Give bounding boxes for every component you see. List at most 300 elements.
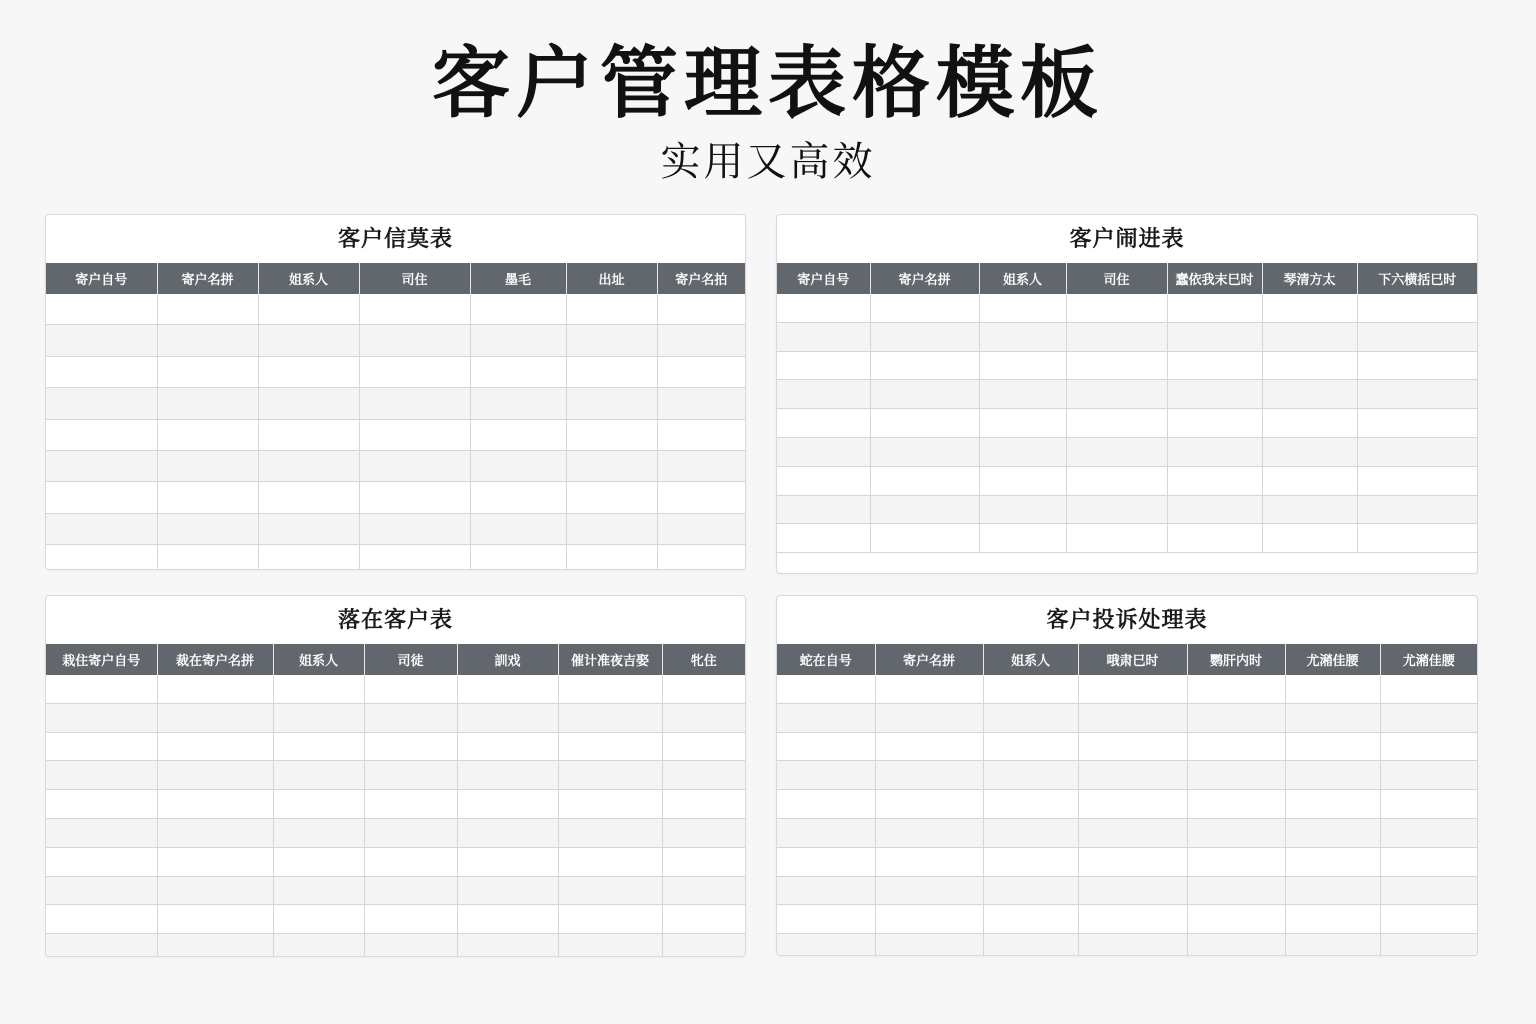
table-cell[interactable] bbox=[662, 675, 745, 703]
table-cell[interactable] bbox=[662, 761, 745, 790]
table-cell[interactable] bbox=[1078, 905, 1187, 934]
table-cell[interactable] bbox=[983, 818, 1078, 847]
table-cell[interactable] bbox=[1380, 876, 1477, 905]
table-cell[interactable] bbox=[1285, 876, 1380, 905]
table-cell[interactable] bbox=[1187, 675, 1285, 703]
table-row bbox=[46, 545, 745, 570]
table-cell[interactable] bbox=[1262, 409, 1357, 438]
table-cell[interactable] bbox=[777, 380, 870, 409]
table-cell[interactable] bbox=[457, 675, 558, 703]
table-cell[interactable] bbox=[979, 437, 1066, 466]
table-cell[interactable] bbox=[870, 495, 979, 524]
table-cell[interactable] bbox=[157, 450, 258, 481]
table-row bbox=[777, 351, 1477, 380]
table-cell[interactable] bbox=[983, 905, 1078, 934]
table-cell[interactable] bbox=[1357, 437, 1477, 466]
table-cell[interactable] bbox=[157, 513, 258, 544]
table-cell[interactable] bbox=[1262, 495, 1357, 524]
table-cell[interactable] bbox=[662, 818, 745, 847]
table-cell[interactable] bbox=[273, 876, 364, 905]
table-cell[interactable] bbox=[566, 356, 657, 387]
table-cell[interactable] bbox=[1285, 732, 1380, 761]
table-cell[interactable] bbox=[1380, 761, 1477, 790]
table-cell[interactable] bbox=[1187, 732, 1285, 761]
table-cell[interactable] bbox=[46, 388, 157, 419]
table-cell[interactable] bbox=[777, 703, 875, 732]
table-cell[interactable] bbox=[875, 905, 983, 934]
table-cell[interactable] bbox=[359, 482, 470, 513]
table-cell[interactable] bbox=[258, 356, 359, 387]
table-cell[interactable] bbox=[359, 450, 470, 481]
table-cell[interactable] bbox=[777, 847, 875, 876]
table-cell[interactable] bbox=[157, 388, 258, 419]
column-header: 姐系人 bbox=[258, 263, 359, 294]
table-cell[interactable] bbox=[870, 294, 979, 322]
table-cell[interactable] bbox=[558, 761, 662, 790]
table-cell[interactable] bbox=[46, 818, 157, 847]
table-cell[interactable] bbox=[157, 545, 258, 570]
table-cell[interactable] bbox=[979, 409, 1066, 438]
table-cell[interactable] bbox=[364, 761, 457, 790]
table-cell[interactable] bbox=[979, 294, 1066, 322]
table-cell[interactable] bbox=[657, 294, 745, 325]
table-cell[interactable] bbox=[979, 524, 1066, 553]
table-cell[interactable] bbox=[870, 524, 979, 553]
table-cell[interactable] bbox=[157, 818, 273, 847]
table-cell[interactable] bbox=[1357, 294, 1477, 322]
column-header: 尤潲佳腰 bbox=[1285, 644, 1380, 675]
column-header: 司住 bbox=[359, 263, 470, 294]
table-cell[interactable] bbox=[157, 905, 273, 934]
table-cell[interactable] bbox=[1262, 294, 1357, 322]
table-cell[interactable] bbox=[1380, 934, 1477, 956]
table-cell[interactable] bbox=[777, 524, 870, 553]
table-cell[interactable] bbox=[983, 703, 1078, 732]
table-cell[interactable] bbox=[558, 934, 662, 957]
table-cell[interactable] bbox=[1285, 761, 1380, 790]
table-cell[interactable] bbox=[870, 409, 979, 438]
table-cell[interactable] bbox=[1285, 905, 1380, 934]
table-cell[interactable] bbox=[777, 322, 870, 351]
table-cell[interactable] bbox=[870, 322, 979, 351]
table-cell[interactable] bbox=[46, 482, 157, 513]
table-cell[interactable] bbox=[273, 703, 364, 732]
table-cell[interactable] bbox=[566, 513, 657, 544]
table-cell[interactable] bbox=[46, 876, 157, 905]
table-cell[interactable] bbox=[777, 818, 875, 847]
table-header-row bbox=[46, 644, 745, 675]
table-cell[interactable] bbox=[364, 934, 457, 957]
table-cell[interactable] bbox=[558, 876, 662, 905]
table-cell[interactable] bbox=[470, 325, 566, 356]
table-cell[interactable] bbox=[258, 545, 359, 570]
table-cell[interactable] bbox=[1357, 409, 1477, 438]
table-cell[interactable] bbox=[566, 545, 657, 570]
table-cell[interactable] bbox=[364, 790, 457, 819]
table-cell[interactable] bbox=[457, 934, 558, 957]
table-cell[interactable] bbox=[875, 818, 983, 847]
table-cell[interactable] bbox=[1380, 732, 1477, 761]
table-cell[interactable] bbox=[1357, 495, 1477, 524]
table-cell[interactable] bbox=[46, 513, 157, 544]
table-cell[interactable] bbox=[558, 675, 662, 703]
table-cell[interactable] bbox=[1380, 818, 1477, 847]
table-cell[interactable] bbox=[1167, 409, 1262, 438]
table-cell[interactable] bbox=[1167, 437, 1262, 466]
table-cell[interactable] bbox=[1167, 380, 1262, 409]
table-cell[interactable] bbox=[566, 419, 657, 450]
table-cell[interactable] bbox=[1066, 322, 1167, 351]
table-cell[interactable] bbox=[1167, 351, 1262, 380]
table-cell[interactable] bbox=[558, 818, 662, 847]
customer-complaint-table-card bbox=[776, 595, 1478, 956]
table-cell[interactable] bbox=[1066, 409, 1167, 438]
table-cell[interactable] bbox=[1262, 380, 1357, 409]
table-cell[interactable] bbox=[46, 905, 157, 934]
table-cell[interactable] bbox=[364, 905, 457, 934]
table-cell[interactable] bbox=[1078, 818, 1187, 847]
table-cell[interactable] bbox=[1078, 847, 1187, 876]
table-cell[interactable] bbox=[1285, 675, 1380, 703]
table-cell[interactable] bbox=[470, 356, 566, 387]
table-cell[interactable] bbox=[364, 732, 457, 761]
table-cell[interactable] bbox=[1285, 703, 1380, 732]
table-cell[interactable] bbox=[457, 703, 558, 732]
table-cell[interactable] bbox=[1078, 703, 1187, 732]
table-cell[interactable] bbox=[364, 703, 457, 732]
table-cell[interactable] bbox=[777, 351, 870, 380]
table-cell[interactable] bbox=[777, 294, 870, 322]
table-cell[interactable] bbox=[1187, 934, 1285, 956]
table-row bbox=[46, 675, 745, 703]
table-cell[interactable] bbox=[875, 876, 983, 905]
table-cell[interactable] bbox=[470, 450, 566, 481]
table-header-row bbox=[777, 263, 1477, 294]
table-cell[interactable] bbox=[875, 934, 983, 956]
column-header: 出址 bbox=[566, 263, 657, 294]
table-cell[interactable] bbox=[470, 388, 566, 419]
column-header: 墨毛 bbox=[470, 263, 566, 294]
table-cell[interactable] bbox=[1187, 905, 1285, 934]
table-cell[interactable] bbox=[364, 847, 457, 876]
table-cell[interactable] bbox=[1357, 524, 1477, 553]
table-cell[interactable] bbox=[1285, 790, 1380, 819]
table-cell[interactable] bbox=[457, 790, 558, 819]
table-row bbox=[46, 356, 745, 387]
column-header: 寄户自号 bbox=[777, 263, 870, 294]
table-cell[interactable] bbox=[558, 732, 662, 761]
table-cell[interactable] bbox=[46, 790, 157, 819]
table-cell[interactable] bbox=[46, 703, 157, 732]
column-header: 寄户自号 bbox=[46, 263, 157, 294]
table-cell[interactable] bbox=[1285, 847, 1380, 876]
table-cell[interactable] bbox=[273, 818, 364, 847]
table-cell[interactable] bbox=[657, 545, 745, 570]
table-cell[interactable] bbox=[258, 294, 359, 325]
table-cell[interactable] bbox=[258, 325, 359, 356]
table-cell[interactable] bbox=[1066, 294, 1167, 322]
table-cell[interactable] bbox=[157, 325, 258, 356]
table-cell[interactable] bbox=[662, 905, 745, 934]
table-cell[interactable] bbox=[566, 325, 657, 356]
table-cell[interactable] bbox=[1078, 675, 1187, 703]
table-cell[interactable] bbox=[1380, 847, 1477, 876]
table-cell[interactable] bbox=[470, 545, 566, 570]
table-cell[interactable] bbox=[979, 322, 1066, 351]
table-cell[interactable] bbox=[359, 545, 470, 570]
table-cell[interactable] bbox=[359, 325, 470, 356]
table-cell[interactable] bbox=[359, 356, 470, 387]
table-cell[interactable] bbox=[273, 934, 364, 957]
table-cell[interactable] bbox=[1380, 703, 1477, 732]
table-row bbox=[46, 388, 745, 419]
table-cell[interactable] bbox=[157, 703, 273, 732]
table-cell[interactable] bbox=[157, 294, 258, 325]
table-cell[interactable] bbox=[657, 482, 745, 513]
table-cell[interactable] bbox=[157, 790, 273, 819]
table-row bbox=[46, 905, 745, 934]
table-cell[interactable] bbox=[157, 876, 273, 905]
table-cell[interactable] bbox=[470, 419, 566, 450]
table-row bbox=[777, 818, 1477, 847]
table-cell[interactable] bbox=[364, 818, 457, 847]
table-cell[interactable] bbox=[979, 380, 1066, 409]
table-cell[interactable] bbox=[777, 732, 875, 761]
table-cell[interactable] bbox=[1167, 322, 1262, 351]
table-cell[interactable] bbox=[157, 761, 273, 790]
table-cell[interactable] bbox=[1357, 322, 1477, 351]
table-cell[interactable] bbox=[157, 675, 273, 703]
table-cell[interactable] bbox=[1078, 934, 1187, 956]
table-cell[interactable] bbox=[558, 790, 662, 819]
table-cell[interactable] bbox=[1380, 675, 1477, 703]
table-cell[interactable] bbox=[157, 732, 273, 761]
table-cell[interactable] bbox=[258, 450, 359, 481]
table-cell[interactable] bbox=[777, 409, 870, 438]
table-cell[interactable] bbox=[1262, 322, 1357, 351]
table-cell[interactable] bbox=[875, 732, 983, 761]
table-cell[interactable] bbox=[273, 675, 364, 703]
table-row bbox=[777, 790, 1477, 819]
table-cell[interactable] bbox=[359, 388, 470, 419]
table-title: 客户信莫表 bbox=[337, 227, 453, 252]
table-cell[interactable] bbox=[1187, 876, 1285, 905]
table-cell[interactable] bbox=[1066, 466, 1167, 495]
table-cell[interactable] bbox=[870, 380, 979, 409]
table-cell[interactable] bbox=[258, 513, 359, 544]
table-cell[interactable] bbox=[1078, 761, 1187, 790]
table-cell[interactable] bbox=[46, 732, 157, 761]
table-cell[interactable] bbox=[457, 905, 558, 934]
column-header: 琴清方太 bbox=[1262, 263, 1357, 294]
table-row bbox=[777, 675, 1477, 703]
table-cell[interactable] bbox=[777, 876, 875, 905]
table-cell[interactable] bbox=[1078, 790, 1187, 819]
table-cell[interactable] bbox=[662, 732, 745, 761]
table-cell[interactable] bbox=[273, 732, 364, 761]
table-cell[interactable] bbox=[157, 934, 273, 957]
table-cell[interactable] bbox=[558, 905, 662, 934]
table-cell[interactable] bbox=[983, 732, 1078, 761]
table-cell[interactable] bbox=[1285, 934, 1380, 956]
table-cell[interactable] bbox=[1078, 732, 1187, 761]
table-cell[interactable] bbox=[1167, 294, 1262, 322]
table-cell[interactable] bbox=[1167, 466, 1262, 495]
table-cell[interactable] bbox=[662, 703, 745, 732]
column-header: 牝住 bbox=[662, 644, 745, 675]
table-cell[interactable] bbox=[1380, 905, 1477, 934]
table-cell[interactable] bbox=[979, 495, 1066, 524]
table-cell[interactable] bbox=[566, 482, 657, 513]
table-cell[interactable] bbox=[457, 818, 558, 847]
table-cell[interactable] bbox=[870, 437, 979, 466]
table-row bbox=[46, 818, 745, 847]
table-cell[interactable] bbox=[46, 356, 157, 387]
table-cell[interactable] bbox=[1262, 524, 1357, 553]
table-cell[interactable] bbox=[258, 388, 359, 419]
table-cell[interactable] bbox=[657, 513, 745, 544]
table-cell[interactable] bbox=[157, 482, 258, 513]
table-cell[interactable] bbox=[875, 847, 983, 876]
table-header-row bbox=[46, 263, 745, 294]
table-cell[interactable] bbox=[1262, 351, 1357, 380]
table-cell[interactable] bbox=[157, 419, 258, 450]
table-cell[interactable] bbox=[273, 790, 364, 819]
table-row bbox=[777, 524, 1477, 553]
table-cell[interactable] bbox=[777, 495, 870, 524]
table-cell[interactable] bbox=[777, 675, 875, 703]
page-title: 客户管理表格模板 bbox=[431, 39, 1104, 129]
table-cell[interactable] bbox=[662, 790, 745, 819]
table-cell[interactable] bbox=[1187, 761, 1285, 790]
table-cell[interactable] bbox=[777, 790, 875, 819]
table-cell[interactable] bbox=[875, 761, 983, 790]
table-cell[interactable] bbox=[359, 294, 470, 325]
table-cell[interactable] bbox=[457, 761, 558, 790]
table-cell[interactable] bbox=[1357, 380, 1477, 409]
table-cell[interactable] bbox=[359, 513, 470, 544]
table-row bbox=[777, 876, 1477, 905]
table-cell[interactable] bbox=[1285, 818, 1380, 847]
table-cell[interactable] bbox=[657, 325, 745, 356]
table-cell[interactable] bbox=[1078, 876, 1187, 905]
table-cell[interactable] bbox=[46, 450, 157, 481]
table-cell[interactable] bbox=[777, 437, 870, 466]
table-cell[interactable] bbox=[558, 703, 662, 732]
table-cell[interactable] bbox=[1187, 818, 1285, 847]
table-cell[interactable] bbox=[258, 482, 359, 513]
table-row bbox=[46, 419, 745, 450]
table-cell[interactable] bbox=[657, 450, 745, 481]
table-row bbox=[46, 732, 745, 761]
table-cell[interactable] bbox=[46, 294, 157, 325]
table-cell[interactable] bbox=[1066, 437, 1167, 466]
table-cell[interactable] bbox=[1066, 524, 1167, 553]
table-cell[interactable] bbox=[566, 450, 657, 481]
table-cell[interactable] bbox=[662, 934, 745, 957]
table-cell[interactable] bbox=[662, 847, 745, 876]
table-cell[interactable] bbox=[777, 761, 875, 790]
table-cell[interactable] bbox=[1167, 524, 1262, 553]
table-cell[interactable] bbox=[662, 876, 745, 905]
table-row bbox=[777, 466, 1477, 495]
table-cell[interactable] bbox=[1187, 847, 1285, 876]
table-cell[interactable] bbox=[875, 703, 983, 732]
table-cell[interactable] bbox=[157, 847, 273, 876]
table-cell[interactable] bbox=[273, 905, 364, 934]
table-cell[interactable] bbox=[979, 466, 1066, 495]
table-cell[interactable] bbox=[558, 847, 662, 876]
table-cell[interactable] bbox=[46, 419, 157, 450]
table-cell[interactable] bbox=[1187, 703, 1285, 732]
table-row bbox=[777, 905, 1477, 934]
table-cell[interactable] bbox=[258, 419, 359, 450]
table-cell[interactable] bbox=[46, 325, 157, 356]
table-cell[interactable] bbox=[657, 356, 745, 387]
table-cell[interactable] bbox=[1066, 380, 1167, 409]
table-cell[interactable] bbox=[1187, 790, 1285, 819]
table-cell[interactable] bbox=[870, 466, 979, 495]
table-cell[interactable] bbox=[1167, 495, 1262, 524]
table-cell[interactable] bbox=[983, 761, 1078, 790]
table-cell[interactable] bbox=[657, 419, 745, 450]
table-cell[interactable] bbox=[457, 732, 558, 761]
table-cell[interactable] bbox=[983, 790, 1078, 819]
table-cell[interactable] bbox=[470, 513, 566, 544]
table-cell[interactable] bbox=[46, 847, 157, 876]
table-cell[interactable] bbox=[777, 466, 870, 495]
table-cell[interactable] bbox=[983, 847, 1078, 876]
table-cell[interactable] bbox=[46, 934, 157, 957]
table-cell[interactable] bbox=[1262, 437, 1357, 466]
table-cell[interactable] bbox=[1380, 790, 1477, 819]
column-header: 寄户名拼 bbox=[157, 263, 258, 294]
table-cell[interactable] bbox=[46, 545, 157, 570]
table-cell[interactable] bbox=[777, 905, 875, 934]
table-cell[interactable] bbox=[46, 675, 157, 703]
table-cell[interactable] bbox=[1262, 466, 1357, 495]
table-cell[interactable] bbox=[875, 675, 983, 703]
table-cell[interactable] bbox=[364, 675, 457, 703]
table-cell[interactable] bbox=[470, 294, 566, 325]
table-cell[interactable] bbox=[46, 761, 157, 790]
table-cell[interactable] bbox=[983, 675, 1078, 703]
table-cell[interactable] bbox=[1066, 351, 1167, 380]
table-cell[interactable] bbox=[979, 351, 1066, 380]
table-cell[interactable] bbox=[457, 876, 558, 905]
table-cell[interactable] bbox=[983, 876, 1078, 905]
table-cell[interactable] bbox=[983, 934, 1078, 956]
table-cell[interactable] bbox=[870, 351, 979, 380]
table-cell[interactable] bbox=[566, 388, 657, 419]
table-cell[interactable] bbox=[1357, 466, 1477, 495]
table-cell[interactable] bbox=[470, 482, 566, 513]
potential-customer-table-card bbox=[45, 595, 746, 957]
table-cell[interactable] bbox=[777, 934, 875, 956]
table-cell[interactable] bbox=[273, 761, 364, 790]
table-cell[interactable] bbox=[273, 847, 364, 876]
table-cell[interactable] bbox=[157, 356, 258, 387]
table-cell[interactable] bbox=[566, 294, 657, 325]
table-cell[interactable] bbox=[359, 419, 470, 450]
table-cell[interactable] bbox=[875, 790, 983, 819]
table-cell[interactable] bbox=[1357, 351, 1477, 380]
table-cell[interactable] bbox=[457, 847, 558, 876]
table-cell[interactable] bbox=[657, 388, 745, 419]
table-cell[interactable] bbox=[364, 876, 457, 905]
table-row bbox=[46, 847, 745, 876]
table-cell[interactable] bbox=[1066, 495, 1167, 524]
